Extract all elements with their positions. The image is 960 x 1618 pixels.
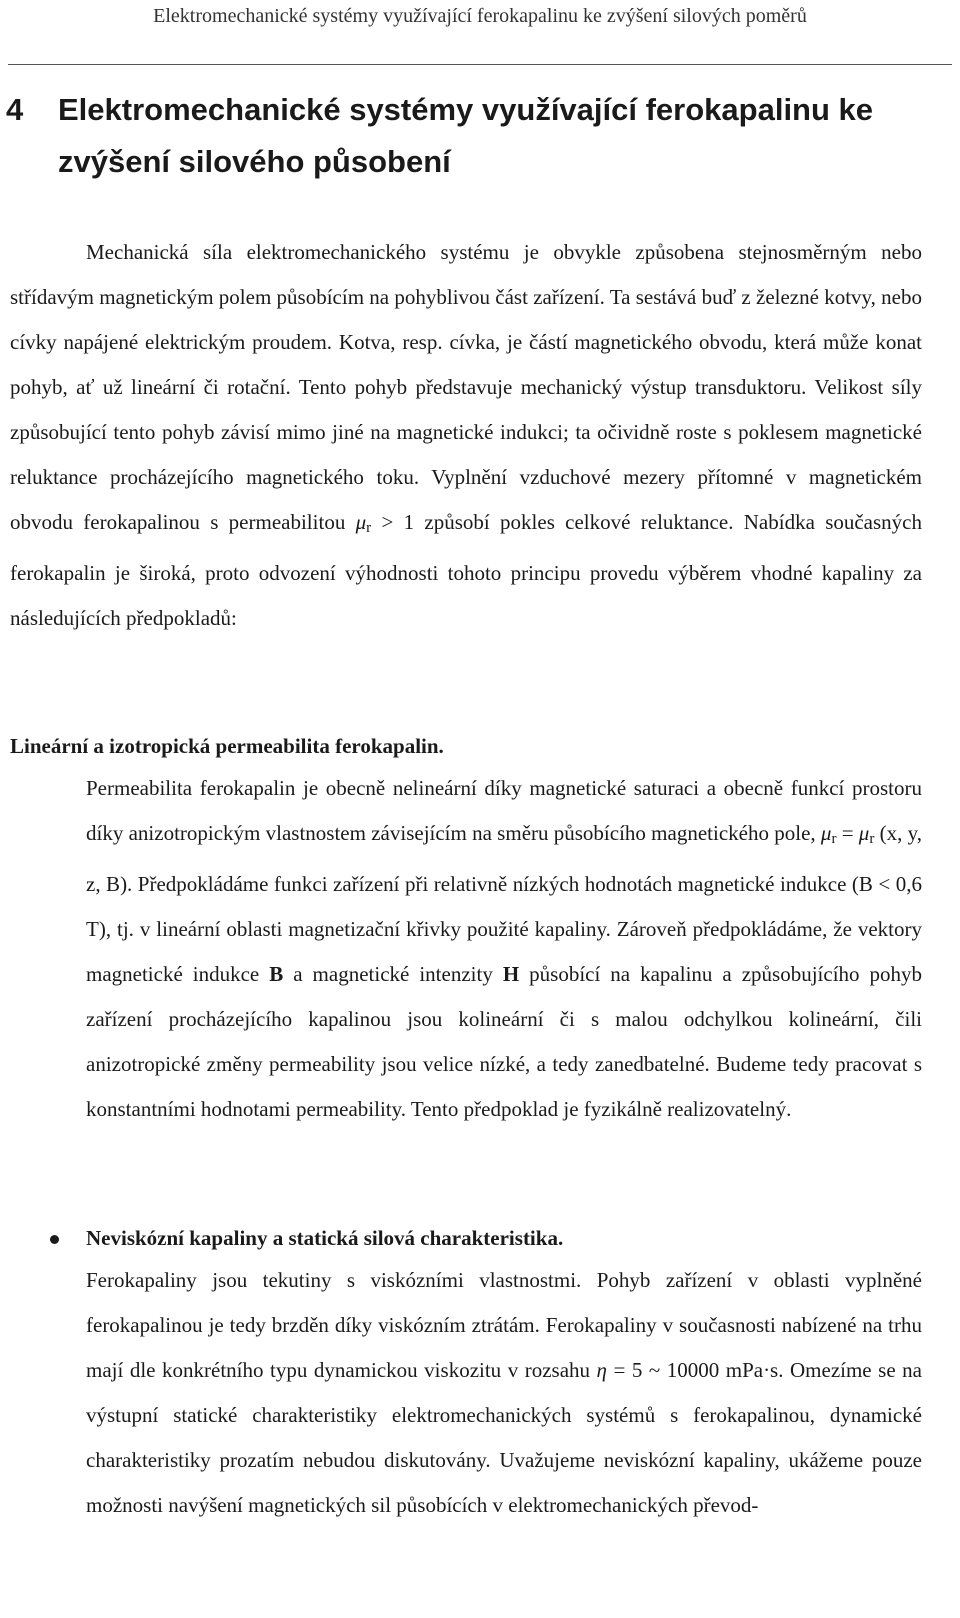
mu-subscript: r: [366, 520, 372, 536]
header-rule: [8, 64, 952, 65]
section-heading: Lineární a izotropická permeabilita ferokapalin.: [10, 734, 444, 758]
mu-symbol: μ: [355, 510, 367, 534]
para1-text-2: Předpokládáme funkci zařízení při relativně nízkých hodnotách magnetické indukce (B < 0,6 T), tj. v lineární oblasti magnetizační křivky použité kapaliny. Zároveň předpokládáme, že vektory magnetické indukce: [86, 872, 922, 986]
mu-symbol: μ: [858, 821, 870, 845]
para2-text-1: Ferokapaliny jsou tekutiny s viskózními vlastnostmi. Pohyb zařízení v oblasti vyplněné ferokapalinou je tedy brzděn díky viskózním ztrátám. Ferokapaliny v současnosti nabízené na trhu mají dle konkrétního typu dynamickou viskozitu v rozsahu: [86, 1268, 922, 1382]
mu-subscript: r: [869, 831, 875, 847]
chapter-heading: [6, 84, 946, 188]
vector-h: H: [502, 962, 520, 986]
para1-text-1: Permeabilita ferokapalin je obecně nelineární díky magnetické saturaci a obecně funkcí prostoru díky anizotropickým vlastnostem závisejícím na směru působícího magnetického pole,: [86, 776, 922, 845]
vector-b: B: [269, 962, 284, 986]
para1-text-3: a magnetické intenzity: [283, 962, 503, 986]
intro-paragraph: [10, 230, 922, 641]
chapter-title: Elektromechanické systémy využívající ferokapalinu ke zvýšení silového působení: [58, 92, 874, 179]
eta-value: = 5 ~ 10000 mPa·s.: [606, 1358, 790, 1382]
mu-subscript: r: [831, 831, 837, 847]
mu-symbol: μ: [820, 821, 832, 845]
mu-arguments: (x, y, z, B).: [86, 821, 922, 896]
para2-text-2: Omezíme se na výstupní statické charakteristiky elektromechanických systémů s ferokapalinou, dynamické charakteristiky prozatím nebudou diskutovány. Uvažujeme neviskózní kapaliny, ukážeme pouze možnosti navýšení magnetických sil působících v elektromechanických převod-: [86, 1358, 922, 1517]
permeability-paragraph: [86, 766, 922, 1132]
bullet-dot: [50, 1235, 59, 1244]
equals-sign: =: [836, 821, 859, 845]
intro-text-2: > 1 způsobí pokles celkové reluktance. Nabídka současných ferokapalin je široká, proto odvození výhodnosti tohoto principu provedu výběrem vhodné kapaliny za následujících předpokladů:: [10, 510, 922, 630]
eta-symbol: η: [596, 1358, 607, 1382]
para1-text-4: působící na kapalinu a způsobujícího pohyb zařízení procházejícího kapalinou jsou kolineární či s malou odchylkou kolineární, čili anizotropické změny permeability jsou velice nízké, a tedy zanedbatelné. Budeme tedy pracovat s konstantními hodnotami permeability. Tento předpoklad je fyzikálně realizovatelný.: [86, 962, 923, 1121]
chapter-number: 4: [6, 92, 24, 127]
bullet-item: [36, 1216, 922, 1261]
bullet-label: Neviskózní kapaliny a statická silová charakteristika.: [86, 1226, 564, 1250]
viscosity-paragraph: [86, 1258, 922, 1618]
running-header: Elektromechanické systémy využívající ferokapalinu ke zvýšení silových poměrů: [153, 5, 807, 27]
intro-text-1: Mechanická síla elektromechanického systému je obvykle způsobena stejnosměrným nebo střídavým magnetickým polem působícím na pohyblivou část zařízení. Ta sestává buď z železné kotvy, nebo cívky napájené elektrickým proudem. Kotva, resp. cívka, je částí magnetického obvodu, která může konat pohyb, ať už lineární či rotační. Tento pohyb představuje mechanický výstup transduktoru. Velikost síly způsobující tento pohyb závisí mimo jiné na magnetické indukci; ta očividně roste s poklesem magnetické reluktance procházejícího magnetického toku. Vyplnění vzduchové mezery přítomné v magnetickém obvodu ferokapalinou s permeabilitou: [10, 240, 922, 534]
